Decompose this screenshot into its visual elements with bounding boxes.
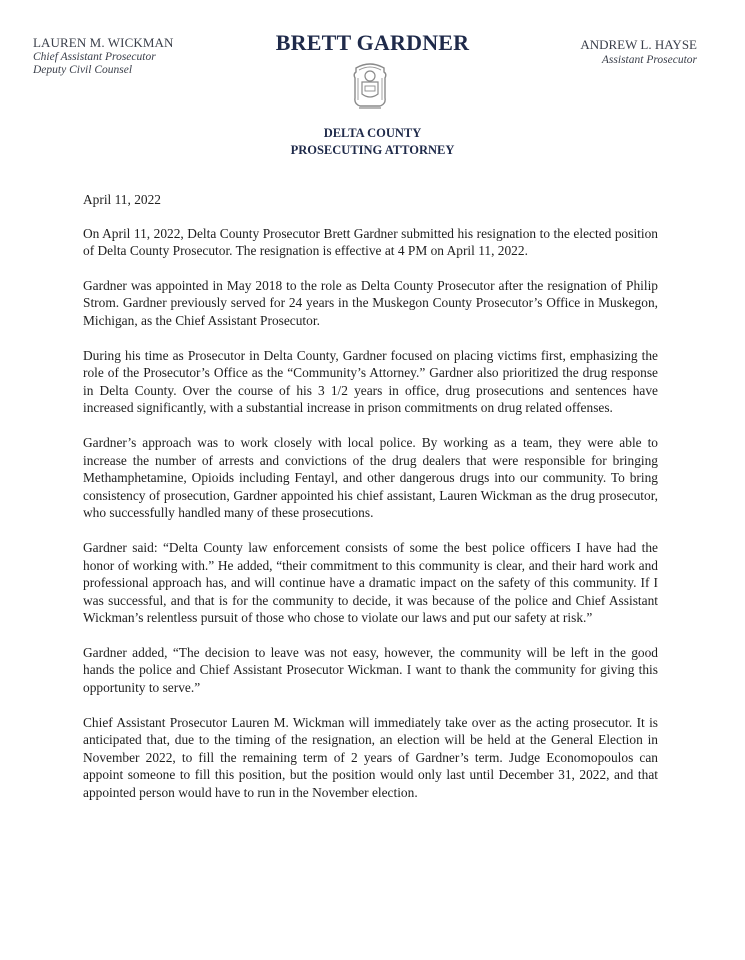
office-name: [0, 125, 745, 159]
paragraph-succession: Chief Assistant Prosecutor Lauren M. Wickman will immediately take over as the acting prosecutor. It is anticipated that, due to the timing of the resignation, an election will be held at the General Election in November 2022, to fill the remaining term of 2 years of Gardner’s term. Judge Economopoulos can appoint someone to fill this position, but the position would only last until December 31, 2022, and that appointed person would have to run in the November election.: [83, 714, 658, 801]
chief-assistant-name: LAUREN M. WICKMAN: [33, 35, 174, 50]
office-county: DELTA COUNTY: [323, 126, 422, 140]
paragraph-quote-farewell: Gardner added, “The decision to leave was not easy, however, the community will be left in the good hands the police and Chief Assistant Prosecutor Wickman. I want to thank the community for giving this opportunity to serve.”: [83, 644, 658, 696]
assistant-prosecutor-title: Assistant Prosecutor: [601, 54, 697, 66]
assistant-prosecutor-name: ANDREW L. HAYSE: [580, 37, 697, 52]
paragraph-approach: Gardner’s approach was to work closely with local police. By working as a team, they were able to increase the number of arrests and convictions of the drug dealers that were responsible for bringing Methamphetamine, Opioids including Fentayl, and other dangerous drugs into our community. To bring consistency of prosecution, Gardner appointed his chief assistant, Lauren Wickman as the drug prosecutor, who successfully handled many of these prosecutions.: [83, 434, 658, 521]
deputy-civil-counsel-title: Deputy Civil Counsel: [33, 64, 133, 76]
prosecutor-name: BRETT GARDNER: [275, 30, 470, 55]
letter-date: April 11, 2022: [83, 192, 161, 207]
state-seal-icon: [350, 60, 390, 112]
chief-assistant-title: Chief Assistant Prosecutor: [33, 51, 156, 63]
letter-body: [83, 191, 658, 819]
paragraph-resignation: On April 11, 2022, Delta County Prosecutor Brett Gardner submitted his resignation to the elected position of Delta County Prosecutor. The resignation is effective at 4 PM on April 11, 2022.: [83, 225, 658, 259]
letterhead-right: [497, 37, 697, 67]
paragraph-quote-police: Gardner said: “Delta County law enforcement consists of some the best police officers I have had the honor of working with.” He added, “their commitment to this community is clear, and their hard work and professional approach has, and will continue have a dramatic impact on the safety of this community. If I was successful, and that is for the community to decide, it was because of the police and Chief Assistant Wickman’s relentless pursuit of those who chose to violate our laws and put our safety at risk.”: [83, 539, 658, 626]
paragraph-tenure: During his time as Prosecutor in Delta County, Gardner focused on placing victims first, emphasizing the role of the Prosecutor’s Office as the “Community’s Attorney.” Gardner also prioritized the drug response in Delta County. Over the course of his 3 1/2 years in office, drug prosecutions and sentences have increased significantly, with a substantial increase in prison commitments on drug related offenses.: [83, 347, 658, 416]
office-title: PROSECUTING ATTORNEY: [290, 143, 455, 157]
paragraph-background: Gardner was appointed in May 2018 to the role as Delta County Prosecutor after the resignation of Philip Strom. Gardner previously served for 24 years in the Muskegon County Prosecutor’s Office in Muskegon, Michigan, as the Chief Assistant Prosecutor.: [83, 277, 658, 328]
